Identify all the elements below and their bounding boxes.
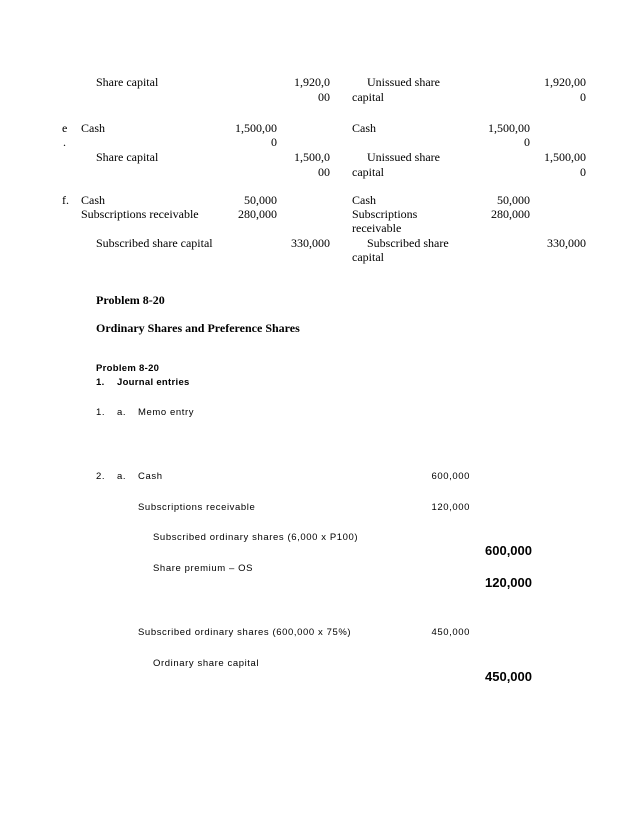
row-e-right-amount-l1: 1,500,00 [488,121,530,135]
share-premium-label: Share premium – OS [153,563,254,574]
subscribed-os-amount: 600,000 [485,543,532,558]
cash-label: Cash [138,471,163,482]
row-f-right-cash: Cash [352,193,376,207]
row-f-right-credit-amount: 330,000 [547,236,586,250]
row-e-left-amount-l1: 1,500,00 [235,121,277,135]
row-f-left-subs: Subscriptions receivable [81,207,199,221]
row-e-right-credit-l2: capital [352,165,384,179]
item1-number: 1. [96,407,106,418]
ordinary-share-capital-label: Ordinary share capital [153,658,260,669]
row1-left-amount-l1: 1,920,0 [294,75,330,89]
subscribed-os2-amount: 450,000 [431,627,470,638]
row-f-right-subs-l1: Subscriptions [352,207,418,221]
row-f-right-subs-l2: receivable [352,221,402,235]
row-f-letter: f. [62,193,69,207]
item2-letter: a. [117,471,127,482]
row-f-left-cash-amount: 50,000 [244,193,277,207]
row1-left-account: Share capital [96,75,159,89]
row-e-right-credit-amount-l1: 1,500,00 [544,150,586,164]
problem-heading: Problem 8-20 [96,293,165,307]
row-f-right-subs-amount: 280,000 [491,207,530,221]
ordinary-share-capital-amount: 450,000 [485,669,532,684]
row-f-left-credit-amount: 330,000 [291,236,330,250]
subscribed-os2-label: Subscribed ordinary shares (600,000 x 75%) [138,627,352,638]
row1-left-amount-l2: 00 [318,90,330,104]
item2-number: 2. [96,471,106,482]
row1-right-amount-l1: 1,920,00 [544,75,586,89]
row-f-left-credit: Subscribed share capital [96,236,213,250]
row-e-left-credit-l2: 00 [318,165,330,179]
row-f-left-cash: Cash [81,193,105,207]
share-premium-amount: 120,000 [485,575,532,590]
item1-letter: a. [117,407,127,418]
row-e-right-account: Cash [352,121,376,135]
row-f-right-cash-amount: 50,000 [497,193,530,207]
row-e-left-account: Cash [81,121,105,135]
section-number: 1. [96,377,105,388]
item1-text: Memo entry [138,407,195,418]
problem-small-heading: Problem 8-20 [96,363,160,374]
section-title: Journal entries [117,377,190,388]
row-e-right-credit-amount-l2: 0 [580,165,586,179]
row-f-right-credit-l1: Subscribed share [367,236,449,250]
row-e-left-credit-account: Share capital [96,150,159,164]
row-e-letter: e [62,121,68,135]
row-f-right-credit-l2: capital [352,250,384,264]
row-e-left-credit-l1: 1,500,0 [294,150,330,164]
subscriptions-receivable-label: Subscriptions receivable [138,502,256,513]
row-e-left-amount-l2: 0 [271,135,277,149]
row-f-left-subs-amount: 280,000 [238,207,277,221]
row-e-right-credit-l1: Unissued share [367,150,440,164]
problem-subheading: Ordinary Shares and Preference Shares [96,321,300,335]
cash-amount: 600,000 [431,471,470,482]
row1-right-amount-l2: 0 [580,90,586,104]
subscriptions-receivable-amount: 120,000 [431,502,470,513]
subscribed-os-label: Subscribed ordinary shares (6,000 x P100) [153,532,359,543]
row-e-right-amount-l2: 0 [524,135,530,149]
row1-right-account-l2: capital [352,90,384,104]
row-e-dot: . [63,135,66,149]
row1-right-account-l1: Unissued share [367,75,440,89]
